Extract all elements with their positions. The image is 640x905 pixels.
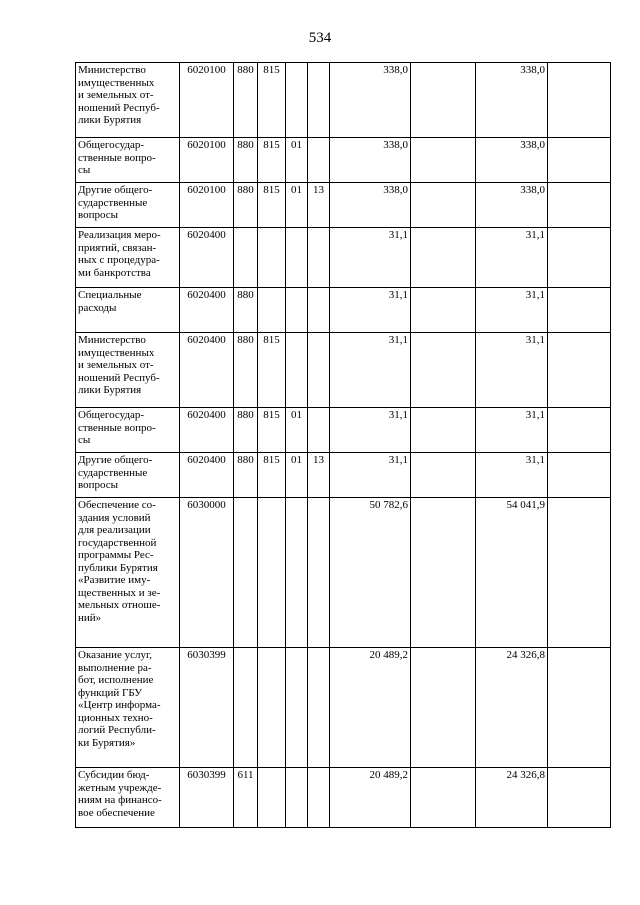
row-sum2-cell: 338,0 [476,183,548,228]
row-code-cell: 6020100 [180,183,234,228]
row-pr-cell: 01 [286,138,308,183]
row-ved-cell [234,228,258,288]
row-ved-cell: 880 [234,288,258,333]
row-empty-cell [411,63,476,138]
row-sum1-cell: 338,0 [330,138,411,183]
row-empty-cell [411,228,476,288]
row-rz-cell: 815 [258,333,286,408]
row-name-cell: Специальные расходы [76,288,180,333]
row-sum2-cell: 24 326,8 [476,768,548,828]
row-empty-cell [411,183,476,228]
row-empty-cell [411,333,476,408]
row-name-cell: Министерство имущественных и земельных от- ношений Респуб- лики Бурятия [76,333,180,408]
row-pr-cell: 01 [286,183,308,228]
row-ved-cell [234,648,258,768]
row-rz-cell [258,498,286,648]
row-pr-cell [286,648,308,768]
row-rz-cell: 815 [258,453,286,498]
row-sum1-cell: 20 489,2 [330,768,411,828]
row-empty-cell [548,648,611,768]
row-sum1-cell: 31,1 [330,408,411,453]
row-pr-cell [286,498,308,648]
row-vr-cell [308,228,330,288]
row-empty-cell [548,498,611,648]
table-row [76,498,611,648]
row-vr-cell [308,288,330,333]
row-name-cell: Субсидии бюд- жетным учрежде- ниям на финансо- вое обеспечение [76,768,180,828]
row-name-cell: Общегосудар- ственные вопро- сы [76,408,180,453]
row-vr-cell [308,768,330,828]
row-empty-cell [548,333,611,408]
row-empty-cell [548,288,611,333]
row-sum1-cell: 31,1 [330,453,411,498]
row-code-cell: 6020400 [180,408,234,453]
table-row [76,408,611,453]
row-sum1-cell: 338,0 [330,63,411,138]
row-code-cell: 6020400 [180,453,234,498]
row-name-cell: Обеспечение со- здания условий для реализации государственной программы Рес- публики Бурятия «Развитие иму- щественных и зе- мельных отноше- ний» [76,498,180,648]
row-code-cell: 6020100 [180,138,234,183]
row-sum2-cell: 31,1 [476,333,548,408]
row-code-cell: 6030399 [180,768,234,828]
row-code-cell: 6020400 [180,228,234,288]
row-empty-cell [548,453,611,498]
row-sum2-cell: 338,0 [476,138,548,183]
row-empty-cell [411,408,476,453]
row-pr-cell [286,333,308,408]
row-sum2-cell: 24 326,8 [476,648,548,768]
row-rz-cell: 815 [258,63,286,138]
table-row [76,63,611,138]
row-code-cell: 6030399 [180,648,234,768]
row-empty-cell [411,453,476,498]
page-number: 534 [308,30,332,46]
row-rz-cell [258,648,286,768]
row-vr-cell [308,408,330,453]
row-pr-cell [286,228,308,288]
row-ved-cell: 880 [234,408,258,453]
row-rz-cell [258,228,286,288]
table-row [76,333,611,408]
row-vr-cell: 13 [308,453,330,498]
row-vr-cell [308,498,330,648]
row-sum1-cell: 31,1 [330,228,411,288]
row-pr-cell [286,768,308,828]
table-row [76,228,611,288]
row-sum2-cell: 31,1 [476,228,548,288]
row-code-cell: 6020400 [180,288,234,333]
row-rz-cell [258,288,286,333]
row-sum2-cell: 31,1 [476,408,548,453]
row-sum1-cell: 50 782,6 [330,498,411,648]
row-rz-cell: 815 [258,138,286,183]
row-code-cell: 6020400 [180,333,234,408]
row-ved-cell: 611 [234,768,258,828]
row-rz-cell: 815 [258,408,286,453]
row-ved-cell: 880 [234,183,258,228]
row-name-cell: Реализация меро- приятий, связан- ных с процедура- ми банкротства [76,228,180,288]
row-vr-cell: 13 [308,183,330,228]
row-pr-cell: 01 [286,453,308,498]
row-pr-cell [286,288,308,333]
table-row [76,288,611,333]
row-empty-cell [411,648,476,768]
table-row [76,183,611,228]
row-code-cell: 6020100 [180,63,234,138]
row-ved-cell: 880 [234,138,258,183]
row-code-cell: 6030000 [180,498,234,648]
row-name-cell: Общегосудар- ственные вопро- сы [76,138,180,183]
row-empty-cell [411,138,476,183]
row-sum1-cell: 20 489,2 [330,648,411,768]
table-row [76,138,611,183]
row-empty-cell [548,138,611,183]
row-empty-cell [411,768,476,828]
row-empty-cell [548,183,611,228]
row-sum1-cell: 31,1 [330,288,411,333]
row-sum2-cell: 54 041,9 [476,498,548,648]
table-body [76,63,611,828]
row-name-cell: Оказание услуг, выполнение ра- бот, исполнение функций ГБУ «Центр информа- ционных техно- логий Республи- ки Бурятия» [76,648,180,768]
row-empty-cell [548,63,611,138]
row-rz-cell [258,768,286,828]
row-ved-cell: 880 [234,63,258,138]
row-ved-cell [234,498,258,648]
row-vr-cell [308,333,330,408]
table-row [76,648,611,768]
row-name-cell: Другие общего- сударственные вопросы [76,453,180,498]
row-pr-cell [286,63,308,138]
row-empty-cell [411,288,476,333]
row-empty-cell [548,228,611,288]
row-rz-cell: 815 [258,183,286,228]
row-vr-cell [308,138,330,183]
row-sum2-cell: 338,0 [476,63,548,138]
budget-table [75,62,611,828]
table-row [76,768,611,828]
row-sum2-cell: 31,1 [476,453,548,498]
row-empty-cell [548,768,611,828]
row-sum2-cell: 31,1 [476,288,548,333]
row-vr-cell [308,63,330,138]
row-sum1-cell: 31,1 [330,333,411,408]
row-pr-cell: 01 [286,408,308,453]
row-name-cell: Министерство имущественных и земельных от- ношений Респуб- лики Бурятия [76,63,180,138]
row-name-cell: Другие общего- сударственные вопросы [76,183,180,228]
row-empty-cell [548,408,611,453]
row-sum1-cell: 338,0 [330,183,411,228]
row-empty-cell [411,498,476,648]
row-ved-cell: 880 [234,333,258,408]
row-ved-cell: 880 [234,453,258,498]
table-row [76,453,611,498]
row-vr-cell [308,648,330,768]
